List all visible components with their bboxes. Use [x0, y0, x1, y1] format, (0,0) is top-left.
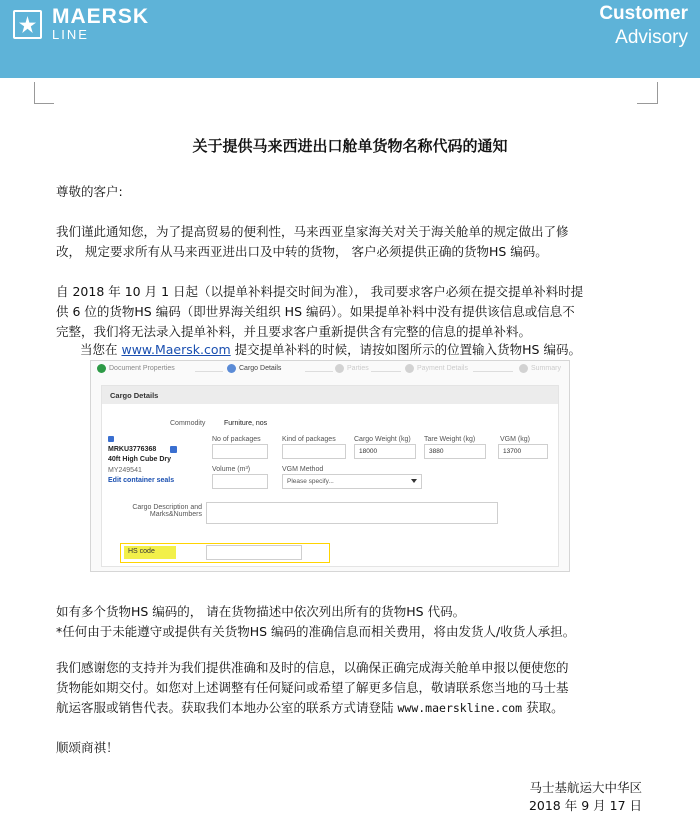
step-cargo-details[interactable]	[227, 364, 281, 373]
advisory-line-2: Advisory	[615, 27, 688, 48]
step-number-icon	[519, 364, 528, 373]
crop-mark	[34, 103, 54, 104]
closing: 顺颂商祺！	[56, 740, 119, 755]
paragraph-3	[80, 340, 680, 360]
step-connector	[371, 371, 401, 372]
vgm-method-placeholder: Please specify...	[287, 478, 334, 485]
tare-weight-input[interactable]: 3880	[424, 444, 486, 459]
step-number-icon	[405, 364, 414, 373]
step-number-icon	[335, 364, 344, 373]
maersk-star-logo	[13, 10, 42, 39]
no-of-packages-label: No of packages	[212, 436, 261, 443]
hs-code-input[interactable]	[206, 545, 302, 560]
cargo-description-label-line-2: Marks&Numbers	[149, 511, 202, 518]
kind-of-packages-input[interactable]	[282, 444, 346, 459]
step-label: Payment Details	[417, 365, 468, 372]
paragraph-4-line-1: 如有多个货物HS 编码的， 请在货物描述中依次列出所有的货物HS 代码。	[56, 604, 466, 619]
container-number: MRKU3776368	[108, 446, 157, 453]
commodity-value: Furniture, nos	[224, 420, 268, 427]
advisory-header	[0, 0, 700, 78]
maerskline-website-link[interactable]: www.maerskline.com	[397, 701, 523, 715]
commodity-label: Commodity	[170, 420, 206, 427]
vgm-method-label: VGM Method	[282, 466, 324, 473]
advisory-label	[599, 2, 688, 50]
paragraph-3-prefix: 当您在	[80, 342, 122, 357]
crop-mark	[34, 82, 35, 104]
step-summary[interactable]	[519, 364, 561, 373]
paragraph-2-line-3: 完整，我们将无法录入提单补料，并且要求客户重新提供含有完整的信息的提单补料。	[56, 324, 532, 339]
step-payment-details[interactable]	[405, 364, 468, 373]
cargo-weight-input[interactable]: 18000	[354, 444, 416, 459]
notice-date: 2018 年 9 月 17 日	[528, 798, 642, 813]
paragraph-2-line-2: 供 6 位的货物HS 编码（即世界海关组织 HS 编码）。如果提单补料中没有提供该信息或信息不	[56, 304, 575, 319]
crop-mark	[657, 82, 658, 104]
progress-steps	[95, 364, 565, 378]
paragraph-4-line-2: *任何由于未能遵守或提供有关货物HS 编码的准确信息而相关费用，将由发货人/收货人承担。	[56, 624, 576, 639]
cargo-description-textarea[interactable]	[206, 502, 498, 524]
notice-title: 关于提供马来西进出口舱单货物名称代码的通知	[192, 137, 508, 155]
paragraph-1-line-2: 改， 规定要求所有从马来西亚进出口及中转的货物， 客户必须提供正确的货物HS 编码。	[56, 244, 548, 259]
step-label: Summary	[531, 365, 561, 372]
maersk-website-link[interactable]: www.Maersk.com	[121, 342, 231, 357]
paragraph-2-line-1: 自 2018 年 10 月 1 日起（以提单补料提交时间为准）， 我司要求客户必须在提交提单补料时提	[56, 284, 584, 299]
step-label: Parties	[347, 365, 369, 372]
paragraph-5-line-3-suffix: 获取。	[522, 700, 564, 715]
cargo-description-label	[120, 504, 202, 518]
step-connector	[195, 371, 223, 372]
no-of-packages-input[interactable]	[212, 444, 268, 459]
signature: 马士基航运大中华区	[529, 780, 642, 795]
paragraph-5-line-2: 货物能如期交付。如您对上述调整有任何疑问或希望了解更多信息，敬请联系您当地的马士基	[56, 680, 569, 695]
volume-label: Volume (m³)	[212, 466, 251, 473]
advisory-line-1: Customer	[599, 3, 688, 24]
edit-container-seals-link[interactable]: Edit container seals	[108, 477, 175, 484]
section-title: Cargo Details	[102, 386, 558, 404]
cargo-description-label-line-1: Cargo Description and	[132, 504, 202, 511]
kind-of-packages-label: Kind of packages	[282, 436, 336, 443]
paragraph-1-line-1: 我们谨此通知您，为了提高贸易的便利性，马来西亚皇家海关对关于海关舱单的规定做出了修	[56, 224, 569, 239]
vgm-input[interactable]: 13700	[498, 444, 548, 459]
greeting: 尊敬的客户:	[56, 184, 123, 199]
step-number-icon	[227, 364, 236, 373]
step-label: Document Properties	[109, 365, 175, 372]
cargo-form-screenshot	[90, 360, 570, 572]
caret-down-icon	[411, 479, 417, 483]
paragraph-3-suffix: 提交提单补料的时候，请按如图所示的位置输入货物HS 编码。	[230, 342, 581, 357]
brand-name: MAERSK	[52, 5, 150, 28]
vgm-label: VGM (kg)	[500, 436, 530, 443]
paragraph-5-line-3-prefix: 航运客服或销售代表。获取我们本地办公室的联系方式请登陆	[56, 700, 398, 715]
cargo-details-card	[101, 385, 559, 567]
container-icon	[108, 436, 114, 442]
paragraph-5-line-1: 我们感谢您的支持并为我们提供准确和及时的信息，以确保正确完成海关舱单申报以便使您的	[56, 660, 569, 675]
edit-icon[interactable]	[170, 446, 177, 453]
check-icon	[97, 364, 106, 373]
tare-weight-label: Tare Weight (kg)	[424, 436, 476, 443]
star-icon	[18, 15, 37, 34]
seal-number: MY249541	[108, 467, 142, 474]
cargo-weight-label: Cargo Weight (kg)	[354, 436, 411, 443]
step-label: Cargo Details	[239, 365, 282, 372]
hs-code-label: HS code	[124, 546, 176, 559]
step-parties[interactable]	[335, 364, 369, 373]
step-document-properties[interactable]	[97, 364, 175, 373]
vgm-method-select[interactable]	[282, 474, 422, 489]
brand-subname: LINE	[52, 27, 89, 42]
step-connector	[305, 371, 333, 372]
paragraph-5-line-3	[56, 698, 656, 718]
crop-mark	[637, 103, 657, 104]
container-type: 40ft High Cube Dry	[108, 456, 172, 463]
step-connector	[473, 371, 513, 372]
volume-input[interactable]	[212, 474, 268, 489]
